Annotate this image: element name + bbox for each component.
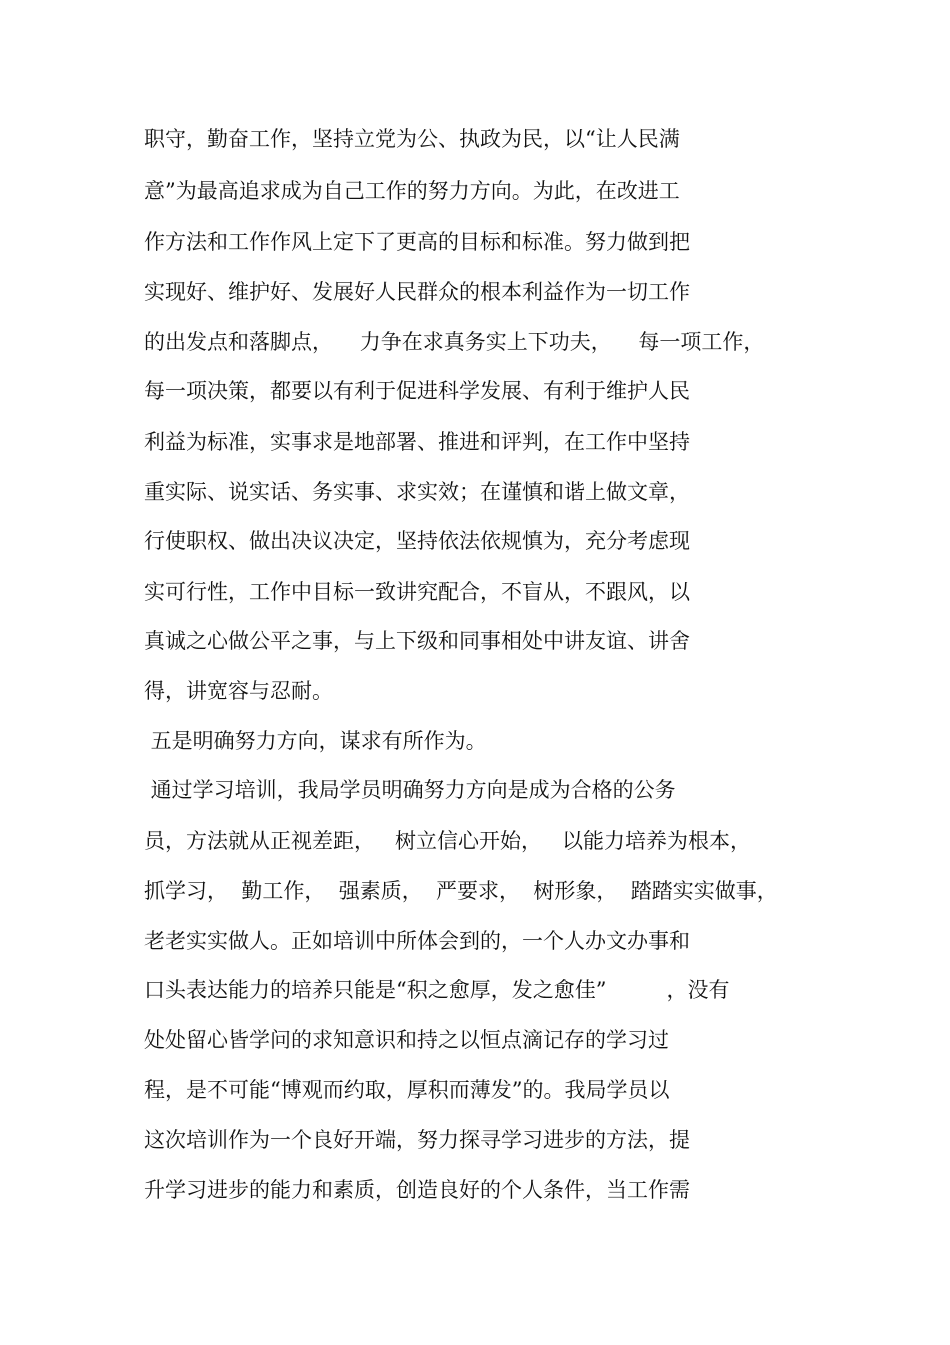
text-line: 的出发点和落脚点， 力争在求真务实上下功夫， 每一项工作， xyxy=(144,330,765,354)
text-line: 升学习进步的能力和素质，创造良好的个人条件，当工作需 xyxy=(144,1178,690,1202)
text-line: 利益为标准，实事求是地部署、推进和评判，在工作中坚持 xyxy=(144,430,690,454)
text-line: 这次培训作为一个良好开端，努力探寻学习进步的方法，提 xyxy=(144,1128,690,1152)
text-line: 实可行性，工作中目标一致讲究配合，不盲从，不跟风，以 xyxy=(144,580,690,604)
text-line: 职守，勤奋工作，坚持立党为公、执政为民，以“让人民满 xyxy=(144,127,680,151)
text-line: 程，是不可能“博观而约取，厚积而薄发”的。我局学员以 xyxy=(144,1078,670,1102)
text-line: 重实际、说实话、务实事、求实效；在谨慎和谐上做文章， xyxy=(144,480,690,504)
section-heading: 五是明确努力方向，谋求有所作为。 xyxy=(144,729,487,753)
text-line: 员，方法就从正视差距， 树立信心开始， 以能力培养为根本， xyxy=(144,829,752,853)
text-line: 口头表达能力的培养只能是“积之愈厚，发之愈佳” ，没有 xyxy=(144,978,730,1002)
text-line: 每一项决策，都要以有利于促进科学发展、有利于维护人民 xyxy=(144,379,690,403)
text-line: 作方法和工作作风上定下了更高的目标和标准。努力做到把 xyxy=(144,230,690,254)
text-line: 行使职权、做出决议决定，坚持依法依规慎为，充分考虑现 xyxy=(144,529,690,553)
text-line: 老老实实做人。正如培训中所体会到的，一个人办文办事和 xyxy=(144,929,690,953)
text-line: 实现好、维护好、发展好人民群众的根本利益作为一切工作 xyxy=(144,280,690,304)
text-line: 通过学习培训，我局学员明确努力方向是成为合格的公务 xyxy=(144,778,676,802)
text-line: 得，讲宽容与忍耐。 xyxy=(144,679,333,703)
text-line: 处处留心皆学问的求知意识和持之以恒点滴记存的学习过 xyxy=(144,1028,669,1052)
text-line: 抓学习， 勤工作， 强素质， 严要求， 树形象， 踏踏实实做事， xyxy=(144,879,778,903)
text-line: 意”为最高追求成为自己工作的努力方向。为此，在改进工 xyxy=(144,179,680,203)
text-line: 真诚之心做公平之事，与上下级和同事相处中讲友谊、讲舍 xyxy=(144,629,690,653)
